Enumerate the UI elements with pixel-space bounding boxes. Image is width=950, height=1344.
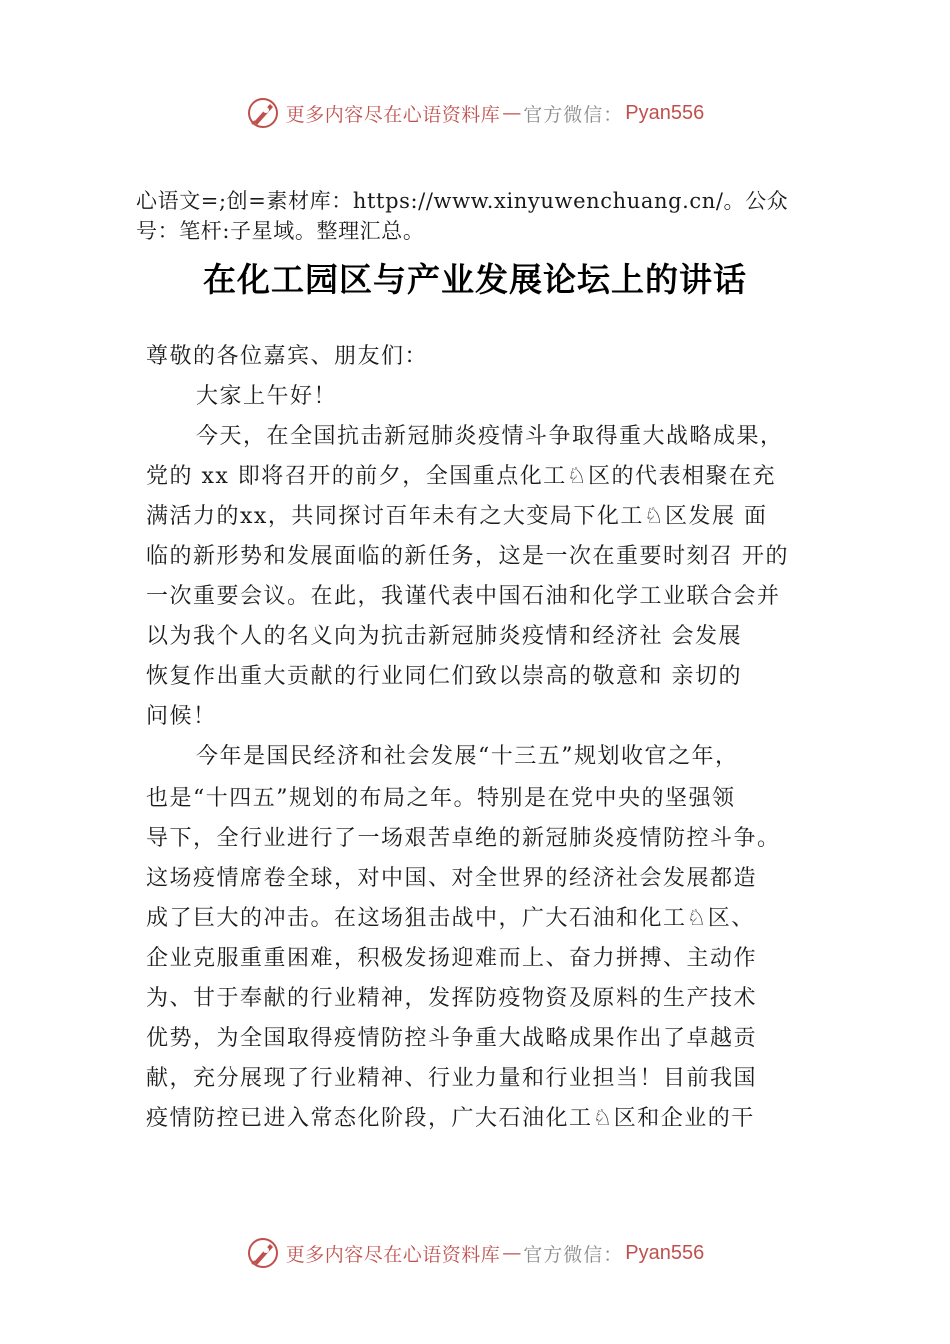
body-line-salutation: 尊敬的各位嘉宾、朋友们： — [146, 344, 429, 369]
body-line: 成了巨大的冲击。在这场狙击战中，广大石油和化工♘区、 — [146, 906, 755, 931]
body-line: 今天，在全国抗击新冠肺炎疫情斗争取得重大战略成果， — [196, 424, 784, 449]
body-line: 以为我个人的名义向为抗击新冠肺炎疫情和经济社 会发展 — [146, 624, 742, 649]
footer-banner — [0, 1235, 950, 1271]
source-note — [136, 186, 836, 246]
body-line: 企业克服重重困难，积极发扬迎难而上、奋力拼搏、主动作 — [146, 946, 758, 971]
banner-separator: — — [502, 102, 522, 124]
pen-quill-logo-icon — [246, 96, 280, 130]
body-line: 优势，为全国取得疫情防控斗争重大战略成果作出了卓越贡 — [146, 1026, 758, 1051]
banner-wechat-id: Pyan556 — [625, 101, 705, 124]
banner-brand: 更多内容尽在心语资料库 — [285, 103, 501, 126]
body-line: 今年是国民经济和社会发展“十三五”规划收官之年， — [196, 744, 739, 769]
source-note-line-2: 号：笔杆:子星域。整理汇总。 — [136, 219, 425, 243]
body-line: 一次重要会议。在此，我谨代表中国石油和化学工业联合会并 — [146, 584, 781, 609]
banner-wechat-label: 官方微信： — [523, 103, 624, 126]
header-banner — [0, 95, 950, 131]
banner-separator: — — [502, 1242, 522, 1264]
pen-quill-logo-icon — [246, 1236, 280, 1270]
body-line: 为、甘于奉献的行业精神，发挥防疫物资及原料的生产技术 — [146, 986, 758, 1011]
body-line: 问候！ — [146, 704, 217, 729]
banner-wechat-label: 官方微信： — [523, 1243, 624, 1266]
body-line-greeting: 大家上午好！ — [196, 384, 338, 409]
body-line: 献，充分展现了行业精神、行业力量和行业担当！目前我国 — [146, 1066, 758, 1091]
body-line: 这场疫情席卷全球，对中国、对全世界的经济社会发展都造 — [146, 866, 758, 891]
banner-brand: 更多内容尽在心语资料库 — [285, 1243, 501, 1266]
body-line: 满活力的xx，共同探讨百年未有之大变局下化工♘区发展 面 — [146, 504, 768, 529]
body-line: 疫情防控已进入常态化阶段，广大石油化工♘区和企业的干 — [146, 1106, 755, 1131]
source-note-line-1: 心语文=;创=素材库：https://www.xinyuwenchuang.cn/。公众 — [136, 189, 789, 213]
document-title: 在化工园区与产业发展论坛上的讲话 — [203, 260, 747, 299]
body-line: 导下，全行业进行了一场艰苦卓绝的新冠肺炎疫情防控斗争。 — [146, 826, 781, 851]
body-line: 临的新形势和发展面临的新任务，这是一次在重要时刻召 开的 — [146, 544, 789, 569]
banner-wechat-id: Pyan556 — [625, 1241, 705, 1264]
body-line: 党的 xx 即将召开的前夕，全国重点化工♘区的代表相聚在充 — [146, 464, 777, 489]
body-line: 恢复作出重大贡献的行业同仁们致以崇高的敬意和 亲切的 — [146, 664, 742, 689]
body-line: 也是“十四五”规划的布局之年。特别是在党中央的坚强领 — [146, 786, 736, 811]
